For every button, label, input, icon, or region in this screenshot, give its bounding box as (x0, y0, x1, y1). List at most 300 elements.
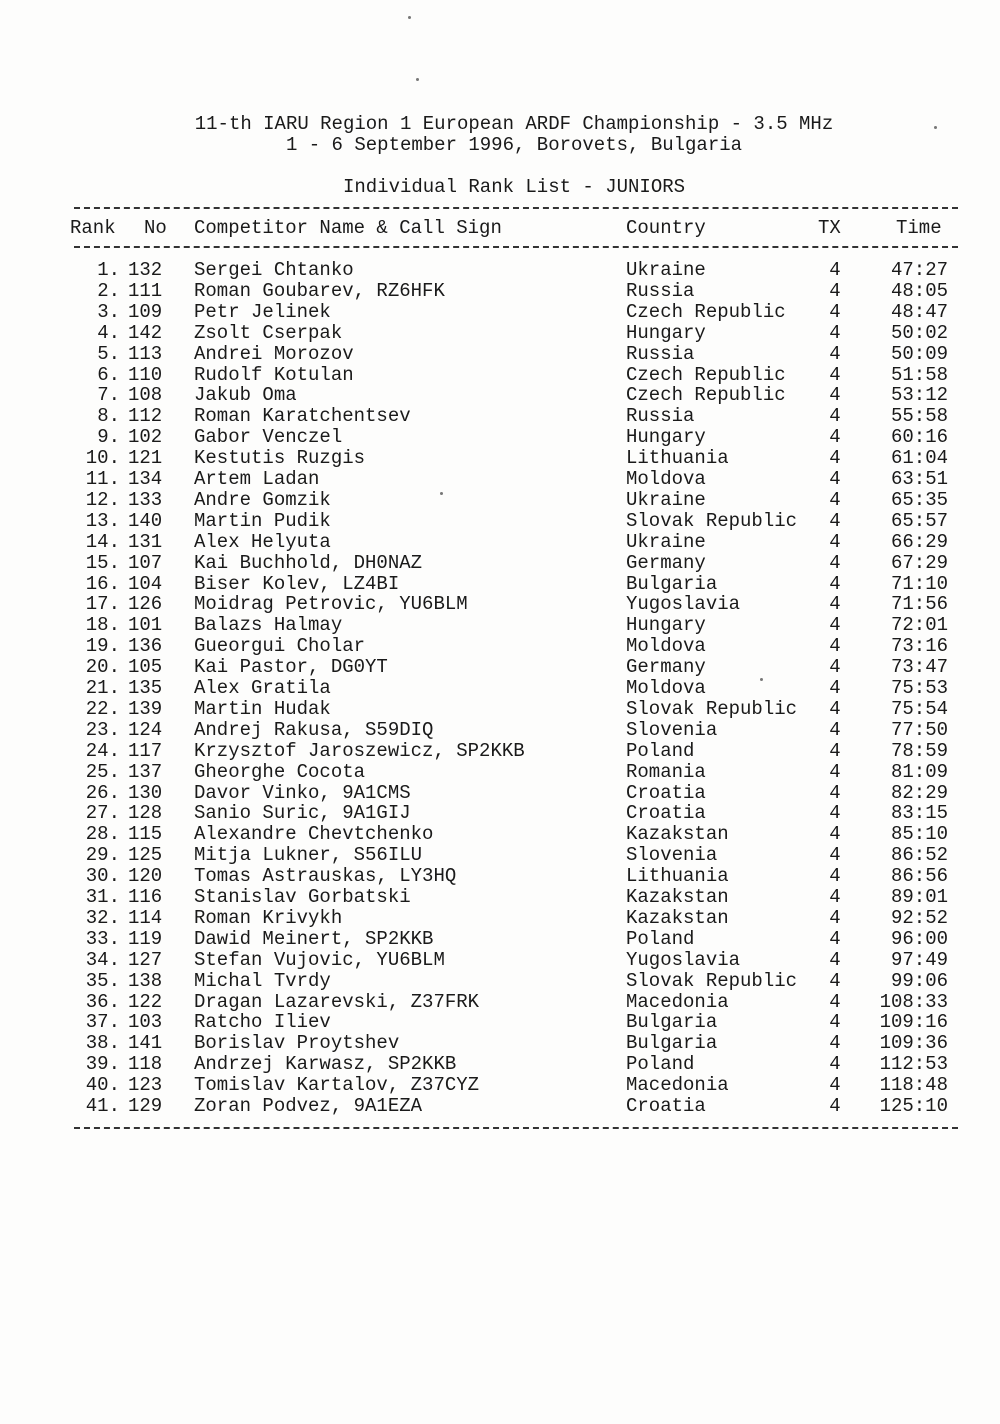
table-row (0, 824, 1000, 845)
cell-time: 81:09 (890, 760, 948, 783)
cell-no: 133 (128, 488, 163, 511)
cell-country: Czech Republic (626, 363, 786, 386)
column-header-name: Competitor Name & Call Sign (194, 217, 502, 239)
cell-tx: 4 (829, 384, 841, 407)
cell-rank: 41. (85, 1095, 120, 1117)
cell-tx: 4 (829, 321, 841, 344)
cell-time: 109:16 (879, 1011, 948, 1034)
cell-rank: 11. (85, 468, 120, 490)
cell-country: Bulgaria (626, 572, 718, 595)
cell-tx: 4 (829, 865, 841, 888)
cell-no: 103 (128, 1011, 163, 1034)
cell-tx: 4 (829, 1032, 841, 1055)
cell-rank: 10. (85, 447, 120, 470)
table-row (0, 302, 1000, 323)
table-row (0, 1054, 1000, 1075)
cell-time: 75:53 (890, 677, 948, 699)
cell-time: 65:57 (890, 509, 948, 532)
table-row (0, 803, 1000, 824)
cell-name: Moidrag Petrovic, YU6BLM (194, 593, 468, 616)
cell-rank: 2. (97, 279, 120, 302)
cell-name: Davor Vinko, 9A1CMS (194, 781, 411, 804)
cell-country: Poland (626, 927, 695, 950)
cell-name: Kestutis Ruzgis (194, 447, 366, 470)
table-row (0, 615, 1000, 636)
cell-tx: 4 (829, 363, 841, 386)
cell-time: 48:47 (890, 300, 948, 323)
cell-country: Poland (626, 739, 695, 762)
cell-name: Kai Pastor, DG0YT (194, 656, 388, 679)
cell-country: Macedonia (626, 1074, 729, 1097)
cell-name: Roman Karatchentsev (194, 405, 411, 428)
cell-country: Croatia (626, 802, 706, 825)
cell-no: 137 (128, 760, 163, 783)
cell-rank: 23. (85, 718, 120, 741)
cell-country: Ukraine (626, 259, 706, 281)
table-row (0, 281, 1000, 302)
column-header-country: Country (626, 217, 706, 239)
cell-country: Czech Republic (626, 300, 786, 323)
cell-no: 131 (128, 530, 163, 553)
cell-rank: 34. (85, 948, 120, 971)
cell-country: Bulgaria (626, 1011, 718, 1034)
table-row (0, 365, 1000, 386)
cell-country: Poland (626, 1053, 695, 1076)
cell-name: Ratcho Iliev (194, 1011, 331, 1034)
event-dates: 1 - 6 September 1996, Borovets, Bulgaria (285, 134, 743, 156)
cell-time: 82:29 (890, 781, 948, 804)
cell-time: 51:58 (890, 363, 948, 386)
cell-tx: 4 (829, 614, 841, 637)
table-row (0, 992, 1000, 1013)
cell-tx: 4 (829, 1053, 841, 1076)
cell-country: Kazakstan (626, 823, 729, 846)
table-row (0, 385, 1000, 406)
divider-bottom (74, 1127, 958, 1129)
cell-name: Martin Pudik (194, 509, 331, 532)
cell-no: 125 (128, 844, 163, 867)
cell-no: 117 (128, 739, 163, 762)
cell-time: 61:04 (890, 447, 948, 470)
cell-name: Andrei Morozov (194, 342, 354, 365)
cell-time: 75:54 (890, 697, 948, 720)
cell-time: 60:16 (890, 426, 948, 449)
cell-time: 71:56 (890, 593, 948, 616)
cell-time: 112:53 (879, 1053, 948, 1076)
cell-rank: 1. (97, 259, 120, 281)
table-row (0, 1096, 1000, 1117)
cell-rank: 3. (97, 300, 120, 323)
table-row (0, 950, 1000, 971)
cell-name: Rudolf Kotulan (194, 363, 354, 386)
cell-country: Ukraine (626, 488, 706, 511)
cell-no: 118 (128, 1053, 163, 1076)
scan-speck (760, 678, 763, 681)
cell-no: 113 (128, 342, 163, 365)
cell-time: 86:52 (890, 844, 948, 867)
table-row (0, 574, 1000, 595)
cell-tx: 4 (829, 990, 841, 1013)
cell-country: Macedonia (626, 990, 729, 1013)
cell-no: 107 (128, 551, 163, 574)
table-row (0, 1012, 1000, 1033)
cell-country: Slovak Republic (626, 969, 798, 992)
cell-time: 83:15 (890, 802, 948, 825)
cell-time: 78:59 (890, 739, 948, 762)
cell-country: Slovenia (626, 844, 718, 867)
column-header-rank: Rank (70, 217, 116, 239)
table-row (0, 344, 1000, 365)
table-row (0, 553, 1000, 574)
table-row (0, 1033, 1000, 1054)
cell-tx: 4 (829, 1011, 841, 1034)
cell-tx: 4 (829, 468, 841, 490)
cell-country: Germany (626, 551, 706, 574)
cell-no: 141 (128, 1032, 163, 1055)
cell-name: Krzysztof Jaroszewicz, SP2KKB (194, 739, 525, 762)
table-row (0, 636, 1000, 657)
cell-name: Gabor Venczel (194, 426, 343, 449)
cell-rank: 32. (85, 906, 120, 929)
cell-name: Dawid Meinert, SP2KKB (194, 927, 434, 950)
cell-country: Slovak Republic (626, 509, 798, 532)
cell-country: Russia (626, 405, 695, 428)
cell-rank: 40. (85, 1074, 120, 1097)
cell-name: Stefan Vujovic, YU6BLM (194, 948, 445, 971)
table-row (0, 511, 1000, 532)
cell-no: 134 (128, 468, 163, 490)
cell-time: 99:06 (890, 969, 948, 992)
cell-time: 92:52 (890, 906, 948, 929)
cell-name: Stanislav Gorbatski (194, 886, 411, 908)
cell-rank: 39. (85, 1053, 120, 1076)
cell-rank: 37. (85, 1011, 120, 1034)
table-row (0, 678, 1000, 699)
cell-no: 111 (128, 279, 163, 302)
cell-rank: 27. (85, 802, 120, 825)
scan-speck (416, 78, 419, 81)
cell-rank: 4. (97, 321, 120, 344)
cell-time: 71:10 (890, 572, 948, 595)
table-row (0, 406, 1000, 427)
table-row (0, 866, 1000, 887)
cell-name: Borislav Proytshev (194, 1032, 400, 1055)
cell-name: Jakub Oma (194, 384, 297, 407)
cell-rank: 33. (85, 927, 120, 950)
cell-rank: 9. (97, 426, 120, 449)
cell-no: 116 (128, 886, 163, 908)
cell-tx: 4 (829, 1095, 841, 1117)
column-header-no: No (144, 217, 167, 239)
cell-rank: 22. (85, 697, 120, 720)
cell-rank: 36. (85, 990, 120, 1013)
cell-country: Moldova (626, 635, 706, 658)
cell-time: 63:51 (890, 468, 948, 490)
cell-rank: 13. (85, 509, 120, 532)
cell-name: Dragan Lazarevski, Z37FRK (194, 990, 480, 1013)
table-row (0, 783, 1000, 804)
cell-name: Tomas Astrauskas, LY3HQ (194, 865, 457, 888)
cell-time: 97:49 (890, 948, 948, 971)
cell-no: 115 (128, 823, 163, 846)
cell-name: Michal Tvrdy (194, 969, 331, 992)
table-row (0, 720, 1000, 741)
cell-country: Germany (626, 656, 706, 679)
cell-tx: 4 (829, 718, 841, 741)
cell-tx: 4 (829, 342, 841, 365)
table-row (0, 845, 1000, 866)
cell-no: 128 (128, 802, 163, 825)
cell-name: Sanio Suric, 9A1GIJ (194, 802, 411, 825)
list-title: Individual Rank List - JUNIORS (342, 176, 686, 198)
cell-tx: 4 (829, 530, 841, 553)
cell-tx: 4 (829, 279, 841, 302)
cell-name: Alex Helyuta (194, 530, 331, 553)
column-header-time: Time (896, 217, 942, 239)
cell-rank: 12. (85, 488, 120, 511)
cell-time: 50:02 (890, 321, 948, 344)
cell-name: Zsolt Cserpak (194, 321, 343, 344)
cell-no: 121 (128, 447, 163, 470)
table-row (0, 699, 1000, 720)
cell-tx: 4 (829, 488, 841, 511)
cell-country: Ukraine (626, 530, 706, 553)
table-row (0, 490, 1000, 511)
table-row (0, 260, 1000, 281)
cell-no: 140 (128, 509, 163, 532)
cell-no: 138 (128, 969, 163, 992)
cell-name: Mitja Lukner, S56ILU (194, 844, 423, 867)
cell-no: 126 (128, 593, 163, 616)
cell-name: Alex Gratila (194, 677, 331, 699)
cell-name: Tomislav Kartalov, Z37CYZ (194, 1074, 480, 1097)
cell-rank: 15. (85, 551, 120, 574)
cell-name: Balazs Halmay (194, 614, 343, 637)
cell-time: 108:33 (879, 990, 948, 1013)
cell-rank: 38. (85, 1032, 120, 1055)
cell-tx: 4 (829, 300, 841, 323)
cell-no: 129 (128, 1095, 163, 1117)
cell-tx: 4 (829, 886, 841, 908)
cell-name: Petr Jelinek (194, 300, 331, 323)
cell-country: Russia (626, 279, 695, 302)
cell-name: Gheorghe Cocota (194, 760, 366, 783)
cell-time: 67:29 (890, 551, 948, 574)
cell-rank: 8. (97, 405, 120, 428)
table-row (0, 929, 1000, 950)
cell-name: Sergei Chtanko (194, 259, 354, 281)
cell-country: Hungary (626, 614, 706, 637)
cell-time: 65:35 (890, 488, 948, 511)
cell-country: Hungary (626, 426, 706, 449)
cell-country: Lithuania (626, 865, 729, 888)
cell-country: Yugoslavia (626, 593, 741, 616)
cell-rank: 19. (85, 635, 120, 658)
cell-rank: 20. (85, 656, 120, 679)
cell-tx: 4 (829, 551, 841, 574)
cell-tx: 4 (829, 593, 841, 616)
cell-tx: 4 (829, 906, 841, 929)
cell-time: 73:16 (890, 635, 948, 658)
cell-name: Kai Buchhold, DH0NAZ (194, 551, 423, 574)
cell-country: Yugoslavia (626, 948, 741, 971)
cell-time: 118:48 (879, 1074, 948, 1097)
cell-country: Croatia (626, 1095, 706, 1117)
cell-no: 101 (128, 614, 163, 637)
divider-header (74, 246, 958, 248)
cell-country: Lithuania (626, 447, 729, 470)
scan-speck (934, 126, 937, 129)
cell-tx: 4 (829, 405, 841, 428)
cell-time: 66:29 (890, 530, 948, 553)
table-row (0, 971, 1000, 992)
cell-no: 110 (128, 363, 163, 386)
cell-tx: 4 (829, 656, 841, 679)
cell-no: 102 (128, 426, 163, 449)
cell-time: 86:56 (890, 865, 948, 888)
cell-tx: 4 (829, 1074, 841, 1097)
cell-tx: 4 (829, 948, 841, 971)
cell-rank: 14. (85, 530, 120, 553)
table-row (0, 741, 1000, 762)
cell-rank: 25. (85, 760, 120, 783)
cell-no: 112 (128, 405, 163, 428)
cell-no: 124 (128, 718, 163, 741)
cell-name: Roman Krivykh (194, 906, 343, 929)
cell-no: 105 (128, 656, 163, 679)
cell-name: Roman Goubarev, RZ6HFK (194, 279, 445, 302)
cell-time: 48:05 (890, 279, 948, 302)
cell-name: Gueorgui Cholar (194, 635, 366, 658)
cell-no: 135 (128, 677, 163, 699)
cell-rank: 6. (97, 363, 120, 386)
table-row (0, 887, 1000, 908)
cell-rank: 5. (97, 342, 120, 365)
cell-rank: 29. (85, 844, 120, 867)
cell-rank: 17. (85, 593, 120, 616)
cell-tx: 4 (829, 739, 841, 762)
cell-no: 139 (128, 697, 163, 720)
cell-rank: 16. (85, 572, 120, 595)
cell-rank: 31. (85, 886, 120, 908)
cell-country: Hungary (626, 321, 706, 344)
cell-tx: 4 (829, 509, 841, 532)
cell-rank: 24. (85, 739, 120, 762)
cell-country: Romania (626, 760, 706, 783)
table-row (0, 323, 1000, 344)
cell-country: Kazakstan (626, 906, 729, 929)
cell-rank: 7. (97, 384, 120, 407)
cell-no: 109 (128, 300, 163, 323)
table-row (0, 469, 1000, 490)
cell-time: 77:50 (890, 718, 948, 741)
cell-time: 50:09 (890, 342, 948, 365)
cell-name: Alexandre Chevtchenko (194, 823, 434, 846)
cell-name: Martin Hudak (194, 697, 331, 720)
cell-no: 119 (128, 927, 163, 950)
cell-tx: 4 (829, 572, 841, 595)
cell-no: 120 (128, 865, 163, 888)
cell-country: Czech Republic (626, 384, 786, 407)
table-row (0, 594, 1000, 615)
cell-name: Biser Kolev, LZ4BI (194, 572, 400, 595)
cell-tx: 4 (829, 697, 841, 720)
cell-time: 73:47 (890, 656, 948, 679)
cell-tx: 4 (829, 844, 841, 867)
cell-time: 55:58 (890, 405, 948, 428)
table-row (0, 448, 1000, 469)
cell-tx: 4 (829, 781, 841, 804)
cell-no: 136 (128, 635, 163, 658)
cell-tx: 4 (829, 426, 841, 449)
scan-speck (440, 492, 443, 495)
table-row (0, 762, 1000, 783)
cell-no: 114 (128, 906, 163, 929)
cell-country: Kazakstan (626, 886, 729, 908)
cell-country: Moldova (626, 677, 706, 699)
cell-no: 122 (128, 990, 163, 1013)
table-row (0, 532, 1000, 553)
cell-name: Andre Gomzik (194, 488, 331, 511)
cell-rank: 30. (85, 865, 120, 888)
cell-tx: 4 (829, 259, 841, 281)
cell-rank: 35. (85, 969, 120, 992)
table-row (0, 908, 1000, 929)
cell-country: Moldova (626, 468, 706, 490)
cell-time: 109:36 (879, 1032, 948, 1055)
column-header-row (0, 218, 1000, 239)
cell-tx: 4 (829, 677, 841, 699)
cell-tx: 4 (829, 635, 841, 658)
cell-time: 53:12 (890, 384, 948, 407)
cell-time: 96:00 (890, 927, 948, 950)
cell-tx: 4 (829, 760, 841, 783)
cell-name: Artem Ladan (194, 468, 320, 490)
cell-time: 125:10 (879, 1095, 948, 1117)
cell-rank: 28. (85, 823, 120, 846)
table-row (0, 427, 1000, 448)
cell-time: 89:01 (890, 886, 948, 908)
cell-no: 142 (128, 321, 163, 344)
cell-country: Russia (626, 342, 695, 365)
cell-rank: 26. (85, 781, 120, 804)
cell-no: 130 (128, 781, 163, 804)
scan-speck (408, 16, 411, 19)
cell-no: 108 (128, 384, 163, 407)
table-row (0, 657, 1000, 678)
cell-tx: 4 (829, 802, 841, 825)
cell-country: Slovenia (626, 718, 718, 741)
cell-name: Zoran Podvez, 9A1EZA (194, 1095, 423, 1117)
cell-name: Andrej Rakusa, S59DIQ (194, 718, 434, 741)
cell-no: 104 (128, 572, 163, 595)
cell-time: 47:27 (890, 259, 948, 281)
cell-tx: 4 (829, 927, 841, 950)
cell-country: Slovak Republic (626, 697, 798, 720)
cell-no: 123 (128, 1074, 163, 1097)
cell-tx: 4 (829, 447, 841, 470)
cell-tx: 4 (829, 823, 841, 846)
cell-time: 72:01 (890, 614, 948, 637)
cell-country: Croatia (626, 781, 706, 804)
cell-no: 127 (128, 948, 163, 971)
cell-time: 85:10 (890, 823, 948, 846)
event-title: 11-th IARU Region 1 European ARDF Championship - 3.5 MHz (194, 113, 834, 135)
column-header-tx: TX (818, 217, 841, 239)
cell-rank: 21. (85, 677, 120, 699)
table-row (0, 1075, 1000, 1096)
cell-country: Bulgaria (626, 1032, 718, 1055)
